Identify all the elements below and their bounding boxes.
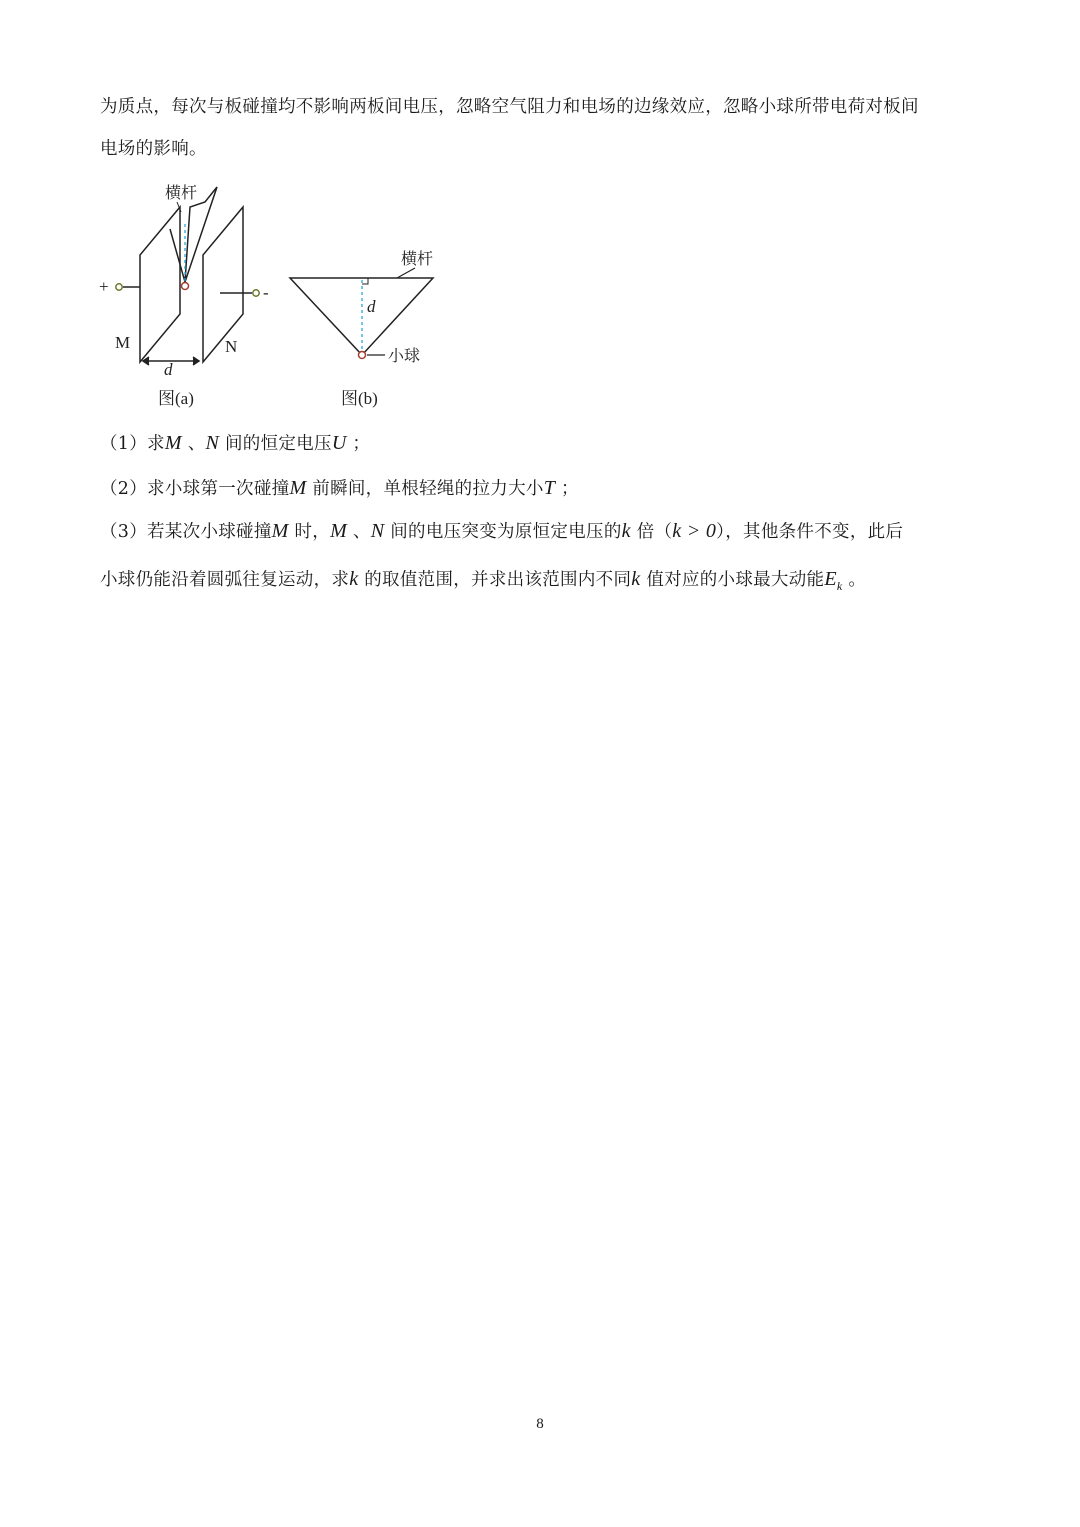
- figure-a: [116, 187, 259, 365]
- q3-text: ），其他条件不变，此后: [716, 522, 904, 542]
- symbol-m: M: [330, 520, 348, 542]
- ball-label: 小球: [388, 346, 421, 365]
- symbol-m: M: [164, 432, 182, 454]
- q3-text: 时，: [288, 522, 331, 542]
- question-2: [100, 475, 579, 500]
- symbol-k: k: [631, 568, 641, 590]
- q3-text: 间的电压突变为原恒定电压的: [384, 522, 622, 542]
- terminal-plus: [116, 284, 122, 290]
- q3-number: （3）: [100, 522, 148, 542]
- dist-label-b: d: [367, 297, 376, 316]
- minus-sign: -: [263, 283, 269, 302]
- q1-text: 、: [181, 434, 206, 454]
- symbol-k: k: [349, 568, 359, 590]
- page-number: 8: [536, 1416, 544, 1432]
- symbol-u: U: [331, 432, 347, 454]
- question-1: [100, 430, 370, 455]
- right-angle-mark: [362, 278, 368, 284]
- symbol-n: N: [205, 432, 220, 454]
- caption-b: 图(b): [341, 389, 378, 408]
- ball-b: [359, 352, 366, 359]
- symbol-k: k: [621, 520, 631, 542]
- plate-n-label: N: [225, 337, 238, 356]
- ball-a: [182, 283, 189, 290]
- symbol-m: M: [289, 477, 307, 499]
- caption-a: 图(a): [158, 389, 194, 408]
- intro-line-2: 电场的影响。: [100, 139, 207, 159]
- plus-sign: +: [99, 277, 109, 296]
- symbol-e-subscript: k: [836, 579, 843, 593]
- q2-number: （2）: [100, 479, 148, 499]
- q2-text: 前瞬间，单根轻绳的拉力大小: [306, 479, 544, 499]
- q1-text: 求: [147, 434, 165, 454]
- rod-label-a: 横杆: [165, 183, 198, 202]
- q3-text: 。: [842, 570, 867, 590]
- terminal-minus: [253, 290, 259, 296]
- symbol-e: E: [824, 568, 837, 590]
- rod-leader-b: [397, 268, 415, 278]
- q3-text: 的取值范围，并求出该范围内不同: [358, 570, 632, 590]
- q3-text: 小球仍能沿着圆弧往复运动，求: [100, 570, 350, 590]
- q3-text: 若某次小球碰撞: [147, 522, 272, 542]
- question-3-line-2: [100, 566, 866, 594]
- question-3-line-1: [100, 518, 903, 543]
- symbol-m: M: [271, 520, 289, 542]
- physics-figure: [95, 172, 455, 417]
- intro-line-1: 为质点，每次与板碰撞均不影响两板间电压，忽略空气阻力和电场的边缘效应，忽略小球所带电荷对板间: [100, 97, 919, 117]
- plate-m: [140, 207, 180, 362]
- q2-text: ；: [555, 479, 579, 499]
- figure-b: [290, 268, 433, 359]
- rod-label-b: 横杆: [401, 249, 434, 268]
- q3-text: 值对应的小球最大动能: [640, 570, 825, 590]
- gap-label: d: [164, 360, 173, 379]
- symbol-t: T: [543, 477, 556, 499]
- symbol-n: N: [370, 520, 385, 542]
- q3-text: 倍（: [630, 522, 673, 542]
- q1-number: （1）: [100, 434, 148, 454]
- q1-text: 间的恒定电压: [219, 434, 332, 454]
- q2-text: 求小球第一次碰撞: [147, 479, 290, 499]
- q3-text: 、: [347, 522, 371, 542]
- q1-text: ；: [346, 434, 371, 454]
- plate-m-label: M: [115, 333, 131, 352]
- condition-k: k > 0: [672, 520, 717, 542]
